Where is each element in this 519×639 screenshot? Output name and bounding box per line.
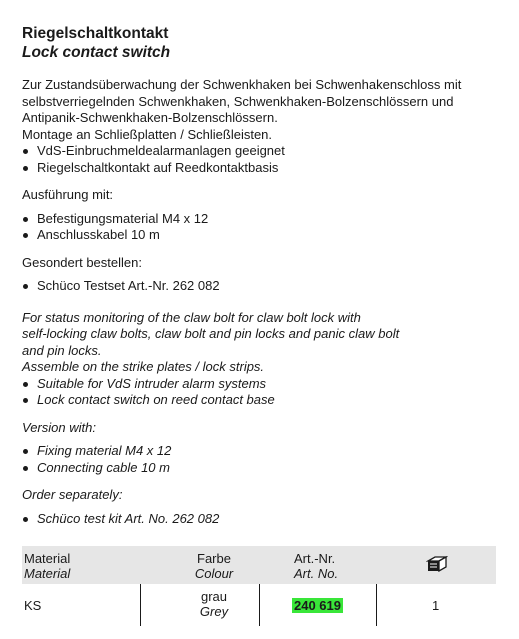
feature-list xyxy=(22,376,496,409)
feature-list xyxy=(22,143,496,176)
product-description xyxy=(22,24,496,527)
order-list xyxy=(22,278,496,295)
list-item: Schüco test kit Art. No. 262 082 xyxy=(22,511,496,528)
column-divider xyxy=(259,584,260,626)
bullet-icon xyxy=(23,466,28,471)
list-item: Anschlusskabel 10 m xyxy=(22,227,496,244)
table-header xyxy=(22,546,496,584)
bullet-icon xyxy=(23,233,28,238)
intro-line: self-locking claw bolts, claw bolt and pin locks and panic claw bolt xyxy=(22,326,400,341)
intro-line: and pin locks. xyxy=(22,342,102,358)
order-heading: Order separately: xyxy=(22,487,123,502)
list-item: Connecting cable 10 m xyxy=(22,460,496,477)
list-item: Suitable for VdS intruder alarm systems xyxy=(22,376,496,393)
intro-line: For status monitoring of the claw bolt for claw bolt lock with xyxy=(22,309,361,325)
order-heading: Gesondert bestellen: xyxy=(22,254,142,270)
version-list xyxy=(22,211,496,244)
order-list xyxy=(22,511,496,528)
german-section xyxy=(22,77,496,295)
bullet-icon xyxy=(23,449,28,454)
header-material: Material Material xyxy=(24,551,71,581)
cell-article-number xyxy=(292,598,343,613)
bullet-icon xyxy=(23,166,28,171)
header-article-number: Art.-Nr. Art. No. xyxy=(294,551,339,581)
article-number-highlight: 240 619 xyxy=(294,598,341,613)
intro-line: Antipanik-Schwenkhaken-Bolzenschlössern. xyxy=(22,110,278,125)
column-divider xyxy=(140,584,141,626)
intro-line: Assemble on the strike plates / lock strips. xyxy=(22,359,265,374)
version-heading: Ausführung mit: xyxy=(22,187,114,202)
bullet-icon xyxy=(23,284,28,289)
intro-line: Zur Zustandsüberwachung der Schwenkhaken bei Schwenhakenschloss mit xyxy=(22,77,462,92)
title-german: Riegelschaltkontakt xyxy=(22,25,169,42)
cell-colour: grau Grey xyxy=(199,589,229,619)
bullet-icon xyxy=(23,517,28,522)
bullet-icon xyxy=(23,398,28,403)
bullet-icon xyxy=(23,149,28,154)
order-table xyxy=(22,546,496,634)
table-row xyxy=(22,584,496,634)
title-english: Lock contact switch xyxy=(22,44,171,61)
header-colour: Farbe Colour xyxy=(194,551,234,581)
cell-material: KS xyxy=(24,598,42,613)
version-list xyxy=(22,443,496,476)
intro-line: selbstverriegelnden Schwenkhaken, Schwenkhaken-Bolzenschlössern und xyxy=(22,93,454,109)
list-item: Fixing material M4 x 12 xyxy=(22,443,496,460)
bullet-icon xyxy=(23,217,28,222)
bullet-icon xyxy=(23,382,28,387)
package-box-icon xyxy=(426,556,448,575)
list-item: Schüco Testset Art.-Nr. 262 082 xyxy=(22,278,496,295)
column-divider xyxy=(376,584,377,626)
english-section xyxy=(22,310,496,528)
list-item: Lock contact switch on reed contact base xyxy=(22,392,496,409)
version-heading: Version with: xyxy=(22,419,96,435)
intro-line: Montage an Schließplatten / Schließleisten. xyxy=(22,126,273,142)
list-item: Riegelschaltkontakt auf Reedkontaktbasis xyxy=(22,160,496,177)
list-item: VdS-Einbruchmeldealarmanlagen geeignet xyxy=(22,143,496,160)
list-item: Befestigungsmaterial M4 x 12 xyxy=(22,211,496,228)
cell-quantity: 1 xyxy=(432,598,440,613)
